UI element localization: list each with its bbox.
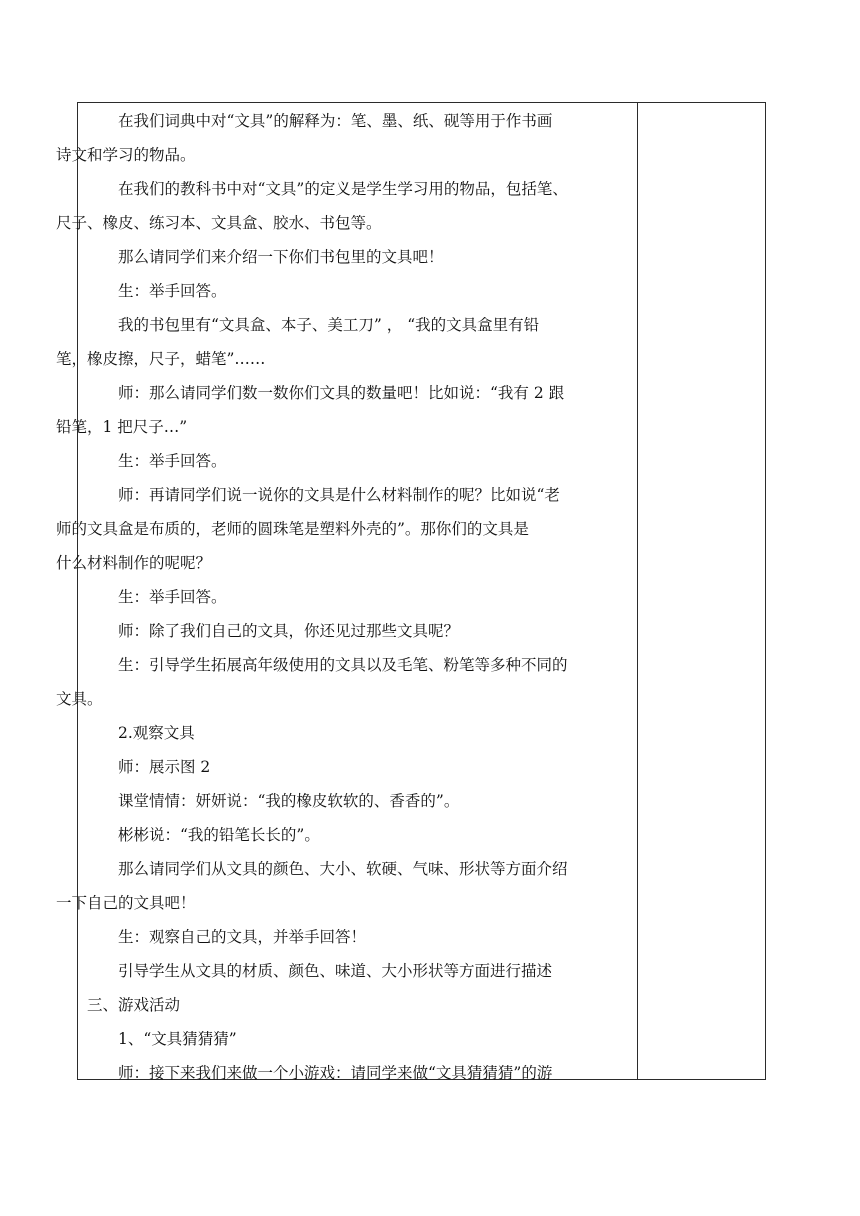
paragraph (87, 444, 632, 478)
paragraph (56, 104, 632, 172)
paragraph-line: 2.观察文具 (118, 724, 195, 742)
paragraph (87, 818, 632, 852)
paragraph (87, 920, 632, 954)
paragraph-line: 1、“文具猜猜猜” (118, 1030, 237, 1048)
paragraph (56, 376, 632, 444)
paragraph-line: 我的书包里有“文具盒、本子、美工刀” ， “我的文具盒里有铅 (118, 316, 540, 334)
paragraph (87, 580, 632, 614)
paragraph-line: 那么请同学们来介绍一下你们书包里的文具吧！ (118, 248, 444, 266)
paragraph-line: 在我们的教科书中对“文具”的定义是学生学习用的物品，包括笔、 (118, 180, 568, 198)
paragraph (87, 716, 632, 750)
paragraph (87, 784, 632, 818)
paragraph-line: 师：那么请同学们数一数你们文具的数量吧！比如说：“我有 2 跟 (118, 384, 565, 402)
paragraph (87, 750, 632, 784)
paragraph (87, 240, 632, 274)
paragraph (87, 954, 632, 988)
paragraph (87, 988, 632, 1022)
paragraph-line: 三、游戏活动 (87, 996, 181, 1014)
paragraph (87, 1022, 632, 1056)
paragraph-line: 彬彬说：“我的铅笔长长的”。 (118, 826, 320, 844)
paragraph (87, 614, 632, 648)
paragraph-line: 生：举手回答。 (118, 452, 227, 470)
paragraph-line: 在我们词典中对“文具”的解释为：笔、墨、纸、砚等用于作书画 (118, 112, 553, 130)
paragraph (56, 648, 632, 716)
paragraph-line: 什么材料制作的呢呢？ (56, 554, 212, 572)
paragraph-line: 生：引导学生拓展高年级使用的文具以及毛笔、粉笔等多种不同的 (118, 656, 568, 674)
paragraph-line: 师：除了我们自己的文具，你还见过那些文具呢？ (118, 622, 460, 640)
paragraph-line: 诗文和学习的物品。 (56, 146, 196, 164)
paragraph-line: 引导学生从文具的材质、颜色、味道、大小形状等方面进行描述 (118, 962, 553, 980)
paragraph (56, 308, 632, 376)
paragraph-line: 笔，橡皮擦，尺子，蜡笔”…… (56, 350, 266, 368)
paragraph (56, 478, 632, 580)
paragraph-line: 那么请同学们从文具的颜色、大小、软硬、气味、形状等方面介绍 (118, 860, 568, 878)
paragraph (87, 1056, 632, 1090)
paragraph-line: 师的文具盒是布质的，老师的圆珠笔是塑料外壳的”。那你们的文具是 (56, 520, 529, 538)
paragraph-line: 生：举手回答。 (118, 588, 227, 606)
paragraph-line: 生：举手回答。 (118, 282, 227, 300)
lesson-content-cell (56, 102, 632, 1090)
paragraph-line: 师：展示图 2 (118, 758, 211, 776)
paragraph-line: 文具。 (56, 690, 103, 708)
table-column-divider (637, 102, 638, 1080)
paragraph-line: 师：再请同学们说一说你的文具是什么材料制作的呢？比如说“老 (118, 486, 560, 504)
paragraph-line: 尺子、橡皮、练习本、文具盒、胶水、书包等。 (56, 214, 382, 232)
paragraph (56, 172, 632, 240)
paragraph-line: 一下自己的文具吧！ (56, 894, 196, 912)
paragraph-line: 课堂情情：妍妍说：“我的橡皮软软的、香香的”。 (118, 792, 460, 810)
paragraph-line: 铅笔，1 把尺子…” (56, 418, 188, 436)
paragraph-line: 生：观察自己的文具，并举手回答！ (118, 928, 367, 946)
paragraph-line: 师：接下来我们来做一个小游戏：请同学来做“文具猜猜猜”的游 (118, 1064, 553, 1082)
paragraph (56, 852, 632, 920)
paragraph (87, 274, 632, 308)
